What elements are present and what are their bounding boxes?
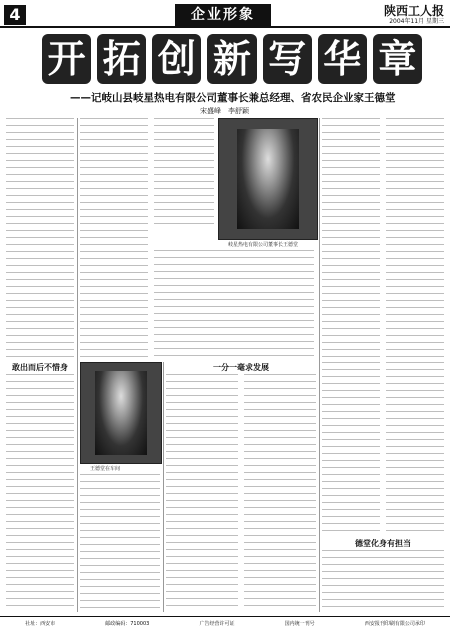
body-column-13	[322, 550, 444, 612]
footer-postcode: 邮政编码：710003	[105, 620, 150, 627]
headline-char: 创	[152, 34, 201, 84]
body-column-1	[6, 118, 74, 358]
portrait-photo	[218, 118, 318, 240]
page-footer	[0, 616, 450, 629]
body-column-2	[80, 118, 148, 358]
section-subhead: 一分一毫求发展	[213, 363, 269, 372]
headline-char: 写	[263, 34, 312, 84]
masthead: 陕西工人报	[383, 4, 444, 18]
body-column-6	[154, 250, 314, 358]
photo-caption: 王德堂在车间	[90, 466, 121, 472]
body-column-11	[322, 362, 380, 532]
page-header	[0, 0, 450, 32]
body-column-12	[386, 362, 444, 532]
body-column-3	[154, 118, 214, 228]
header-rule	[0, 26, 450, 28]
footer-printer: 西安报刊印刷有限公司承印	[364, 620, 425, 627]
photo-caption: 岐星热电有限公司董事长王德堂	[228, 242, 299, 248]
body-column-8	[80, 474, 160, 612]
body-column-5	[386, 118, 444, 358]
section-subhead: 敢出而后不惜身	[12, 363, 68, 372]
issue-date: 2004年11月 星期三	[389, 18, 444, 25]
footer-address: 社址：西安市	[25, 620, 56, 627]
headline	[42, 34, 422, 84]
body-column-9	[166, 374, 238, 612]
body-column-7	[6, 374, 74, 612]
footer-license: 广告经营许可证	[199, 620, 235, 627]
column-divider	[319, 118, 320, 612]
workshop-photo	[80, 362, 162, 464]
headline-char: 章	[373, 34, 422, 84]
body-column-10	[244, 374, 316, 612]
headline-char: 开	[42, 34, 91, 84]
column-divider	[77, 118, 78, 612]
body-column-4	[322, 118, 380, 358]
column-divider	[163, 362, 164, 612]
section-subhead: 德堂化身有担当	[355, 539, 411, 548]
article-authors: 宋盛峰 李舒颖	[200, 107, 249, 115]
headline-char: 华	[318, 34, 367, 84]
page-number: 4	[4, 5, 26, 25]
article-subtitle: ——记岐山县岐星热电有限公司董事长兼总经理、省农民企业家王德堂	[70, 92, 396, 104]
headline-char: 新	[207, 34, 256, 84]
footer-issn: 国内统一刊号	[284, 620, 315, 627]
section-banner: 企业形象	[175, 4, 271, 26]
headline-char: 拓	[97, 34, 146, 84]
